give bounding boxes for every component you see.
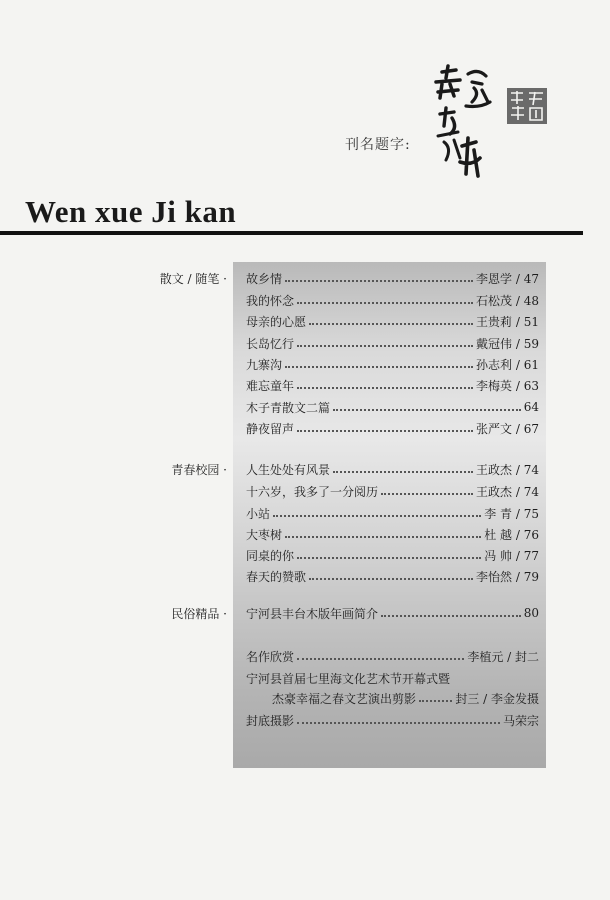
section-label-prose: 散文 / 随笔 · (159, 272, 227, 286)
toc-entry[interactable]: 人生处处有风景 王政杰 / 74 (246, 462, 539, 477)
section-label-folk: 民俗精品 · (171, 607, 227, 621)
seal-stamp-icon (507, 88, 547, 124)
masthead-title: Wen xue Ji kan (25, 194, 237, 229)
toc-entry[interactable]: 宁河县丰台木版年画简介 80 (246, 606, 539, 621)
masthead-calligraphy-label: 刊名题字: (345, 137, 411, 153)
toc-entry[interactable]: 九寨沟 孙志利 / 61 (246, 357, 539, 372)
masthead-rule (0, 231, 583, 235)
toc-entry[interactable]: 同桌的你 冯 帅 / 77 (246, 548, 539, 563)
toc-entry[interactable]: 静夜留声 张严文 / 67 (246, 421, 539, 436)
calligraphy-signature-icon (428, 62, 508, 192)
toc-entry[interactable]: 我的怀念 石松茂 / 48 (246, 293, 539, 308)
toc-entry[interactable]: 小站 李 青 / 75 (246, 506, 539, 521)
toc-entry[interactable]: 杰豪幸福之春文艺演出剪影 封三 / 李金发摄 (272, 691, 539, 706)
toc-entry[interactable]: 十六岁，我多了一分阅历 王政杰 / 74 (246, 484, 539, 499)
toc-entry[interactable]: 长岛忆行 戴冠伟 / 59 (246, 336, 539, 351)
toc-entry[interactable]: 封底摄影 马荣宗 (246, 713, 539, 728)
toc-entry[interactable]: 故乡情 李恩学 / 47 (246, 271, 539, 286)
toc-entry[interactable]: 母亲的心愿 王贵莉 / 51 (246, 314, 539, 329)
toc-entry[interactable]: 木子青散文二篇 64 (246, 400, 539, 415)
toc-entry-line: 宁河县首届七里海文化艺术节开幕式暨 (246, 672, 451, 686)
toc-entry[interactable]: 难忘童年 李梅英 / 63 (246, 378, 539, 393)
toc-entry[interactable]: 春天的赞歌 李怡然 / 79 (246, 569, 539, 584)
section-label-campus: 青春校园 · (171, 463, 227, 477)
toc-entry[interactable]: 大枣树 杜 越 / 76 (246, 527, 539, 542)
toc-entry[interactable]: 名作欣赏 李植元 / 封二 (246, 649, 539, 664)
